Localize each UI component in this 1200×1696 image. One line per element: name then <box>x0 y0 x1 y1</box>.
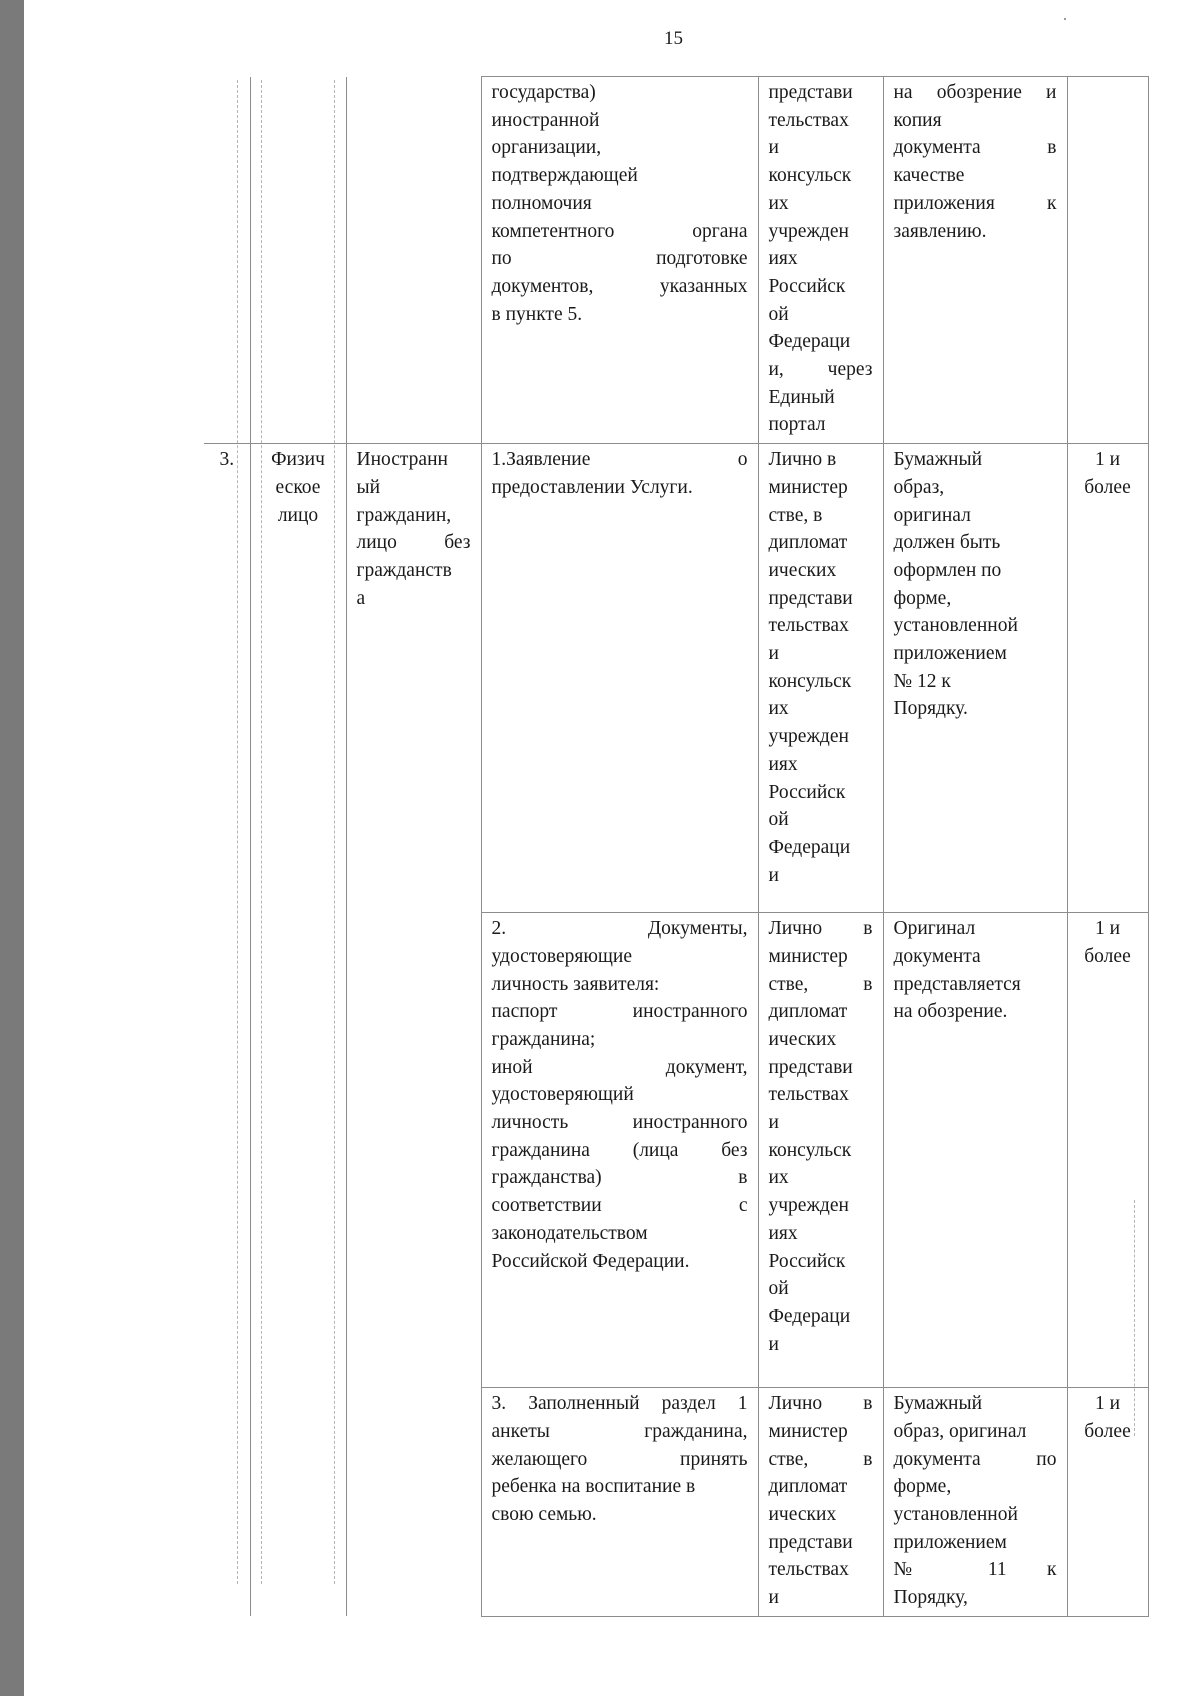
count-cell <box>1067 77 1148 444</box>
submission-cell: Лично в министер стве, в дипломат ических представи тельствах и консульск их учрежден иях Российск ой Федераци и <box>758 913 883 1388</box>
document-cell: 2. Документы, удостоверяющие личность заявителя: паспорт иностранного гражданина; иной документ, удостоверяющий личность иностранного гражданина (лица без гражданства) в соответствии с законодательством Российской Федерации. <box>481 913 758 1388</box>
requirements-cell: на обозрение и копия документа в качестве приложения к заявлению. <box>883 77 1067 444</box>
category-cell <box>250 77 346 444</box>
submission-cell: Лично в министер стве, в дипломат ических представи тельствах и консульск их учрежден иях Российск ой Федераци и <box>758 444 883 913</box>
document-cell: 1.Заявление о предоставлении Услуги. <box>481 444 758 913</box>
count-cell: 1 и более <box>1067 444 1148 913</box>
requirements-cell: Оригинал документа представляется на обозрение. <box>883 913 1067 1388</box>
requirements-cell: Бумажный образ, оригинал документа по форме, установленной приложением № 11 к Порядку, <box>883 1388 1067 1617</box>
applicant-cell <box>346 77 481 444</box>
continuation-row <box>204 77 1148 444</box>
document-page <box>24 0 1200 1696</box>
count-cell: 1 и более <box>1067 1388 1148 1617</box>
applicant-cell: Иностранн ый гражданин, лицо без гражданств а <box>346 444 481 1617</box>
submission-cell: Лично в министер стве, в дипломат ических представи тельствах и <box>758 1388 883 1617</box>
row-number-cell: 3. <box>204 444 250 1617</box>
services-table <box>204 76 1149 1617</box>
category-cell: Физич еское лицо <box>250 444 346 1617</box>
table-row <box>204 444 1148 913</box>
scan-artifact <box>1064 18 1066 20</box>
submission-cell: представи тельствах и консульск их учрежден иях Российск ой Федераци и, через Единый портал <box>758 77 883 444</box>
count-cell: 1 и более <box>1067 913 1148 1388</box>
number-cell <box>204 77 250 444</box>
document-cell: 3. Заполненный раздел 1 анкеты гражданина, желающего принять ребенка на воспитание в свою семью. <box>481 1388 758 1617</box>
page-number: 15 <box>664 28 683 49</box>
document-cell: государства) иностранной организации, подтверждающей полномочия компетентного органа по подготовке документов, указанных в пункте 5. <box>481 77 758 444</box>
requirements-cell: Бумажный образ, оригинал должен быть оформлен по форме, установленной приложением № 12 к Порядку. <box>883 444 1067 913</box>
